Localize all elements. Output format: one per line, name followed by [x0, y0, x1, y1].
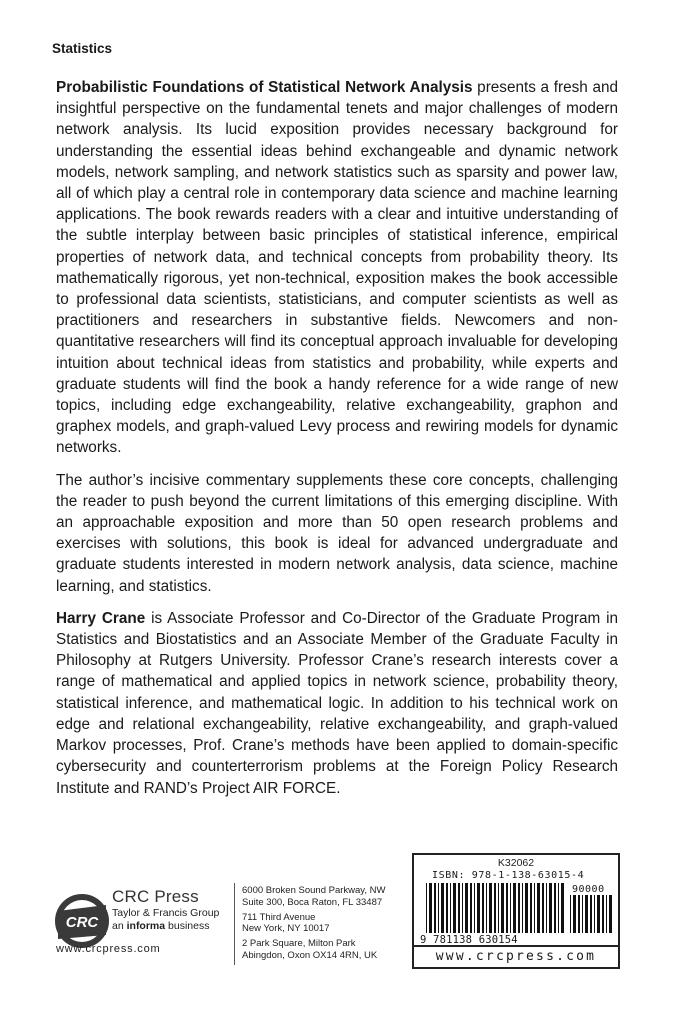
address-new-york: 711 Third Avenue New York, NY 10017 — [242, 911, 330, 935]
crc-logo-text: CRC — [65, 914, 99, 931]
crc-logo-icon — [52, 891, 112, 951]
barcode-url: www.crcpress.com — [414, 945, 618, 964]
catalog-code: K32062 — [497, 857, 535, 869]
publisher-addresses — [242, 885, 402, 965]
description-paragraph-1 — [56, 77, 618, 459]
author-bio-text: is Associate Professor and Co-Director of the Graduate Program in Statistics and Biostatistics and an Associate Member of the Graduate Faculty in Philosophy at Rutgers University. Professor Crane’s research interests cover a range of mathematical and applied topics in network science, probability theory, statistical inference, and mathematical logic. In addition to his technical work on edge and relational exchangeability, relative exchangeability, and graph-valued Markov processes, Prof. Crane’s methods have been applied to domain-specific cybersecurity and counterterrorism problems at the Foreign Policy Research Institute and RAND’s Project AIR FORCE. — [56, 609, 619, 797]
barcode-bars-icon — [424, 883, 566, 933]
address-boca-raton: 6000 Broken Sound Parkway, NW Suite 300, Boca Raton, FL 33487 — [242, 885, 386, 908]
author-name: Harry Crane — [56, 609, 146, 627]
description-text-1: presents a fresh and insightful perspective on the fundamental tenets and major challenges of modern network analysis. Its lucid exposition provides necessary background for understanding the essential ideas behind exchangeable and dynamic network models, network sampling, and network statistics such as sparsity and power law, all of which play a central role in contemporary data science and machine learning applications. The book rewards readers with a clear and intuitive understanding of the subtle interplay between basic principles of statistical inference, empirical properties of network data, and technical concepts from probability theory. Its mathematically rigorous, yet non-technical, exposition makes the book accessible to professional data scientists, statisticians, and computer scientists as well as practitioners and researchers in substantive fields. Newcomers and non-quantitative researchers will find its conceptual approach invaluable for developing intuition about technical ideas from statistics and probability, while experts and graduate students will find the book a handy reference for a wide range of new topics, including edge exchangeability, relative exchangeability, graphon and graphex models, and graph-valued Levy process and rewiring models for dynamic networks. — [56, 79, 618, 457]
barcode-addon-bars-icon — [568, 895, 612, 933]
informa-tagline: an informa business — [112, 920, 210, 932]
back-cover-description — [56, 77, 618, 810]
barcode-digits: 9 781138 630154 — [420, 934, 518, 946]
publisher-name: CRC Press — [112, 887, 199, 906]
publisher-block — [52, 881, 392, 971]
publisher-url[interactable]: www.crcpress.com — [56, 943, 161, 955]
publisher-group: Taylor & Francis Group — [112, 907, 220, 919]
address-abingdon: 2 Park Square, Milton Park Abingdon, Oxon OX14 4RN, UK — [242, 938, 378, 961]
publisher-divider — [234, 883, 235, 965]
category-label: Statistics — [52, 41, 113, 56]
description-paragraph-2: The author’s incisive commentary supplements these core concepts, challenging the reader to push beyond the current limitations of this emerging discipline. With an approachable exposition and more than 50 open research problems and exercises with solutions, this book is ideal for advanced undergraduate and graduate students interested in modern network analysis, data science, machine learning, and statistics. — [56, 471, 618, 595]
author-bio — [56, 608, 618, 799]
barcode-block — [412, 853, 620, 969]
price-code: 90000 — [572, 884, 605, 895]
isbn-text: ISBN: 978-1-138-63015-4 — [432, 870, 585, 881]
book-title: Probabilistic Foundations of Statistical Network Analysis — [56, 79, 473, 96]
